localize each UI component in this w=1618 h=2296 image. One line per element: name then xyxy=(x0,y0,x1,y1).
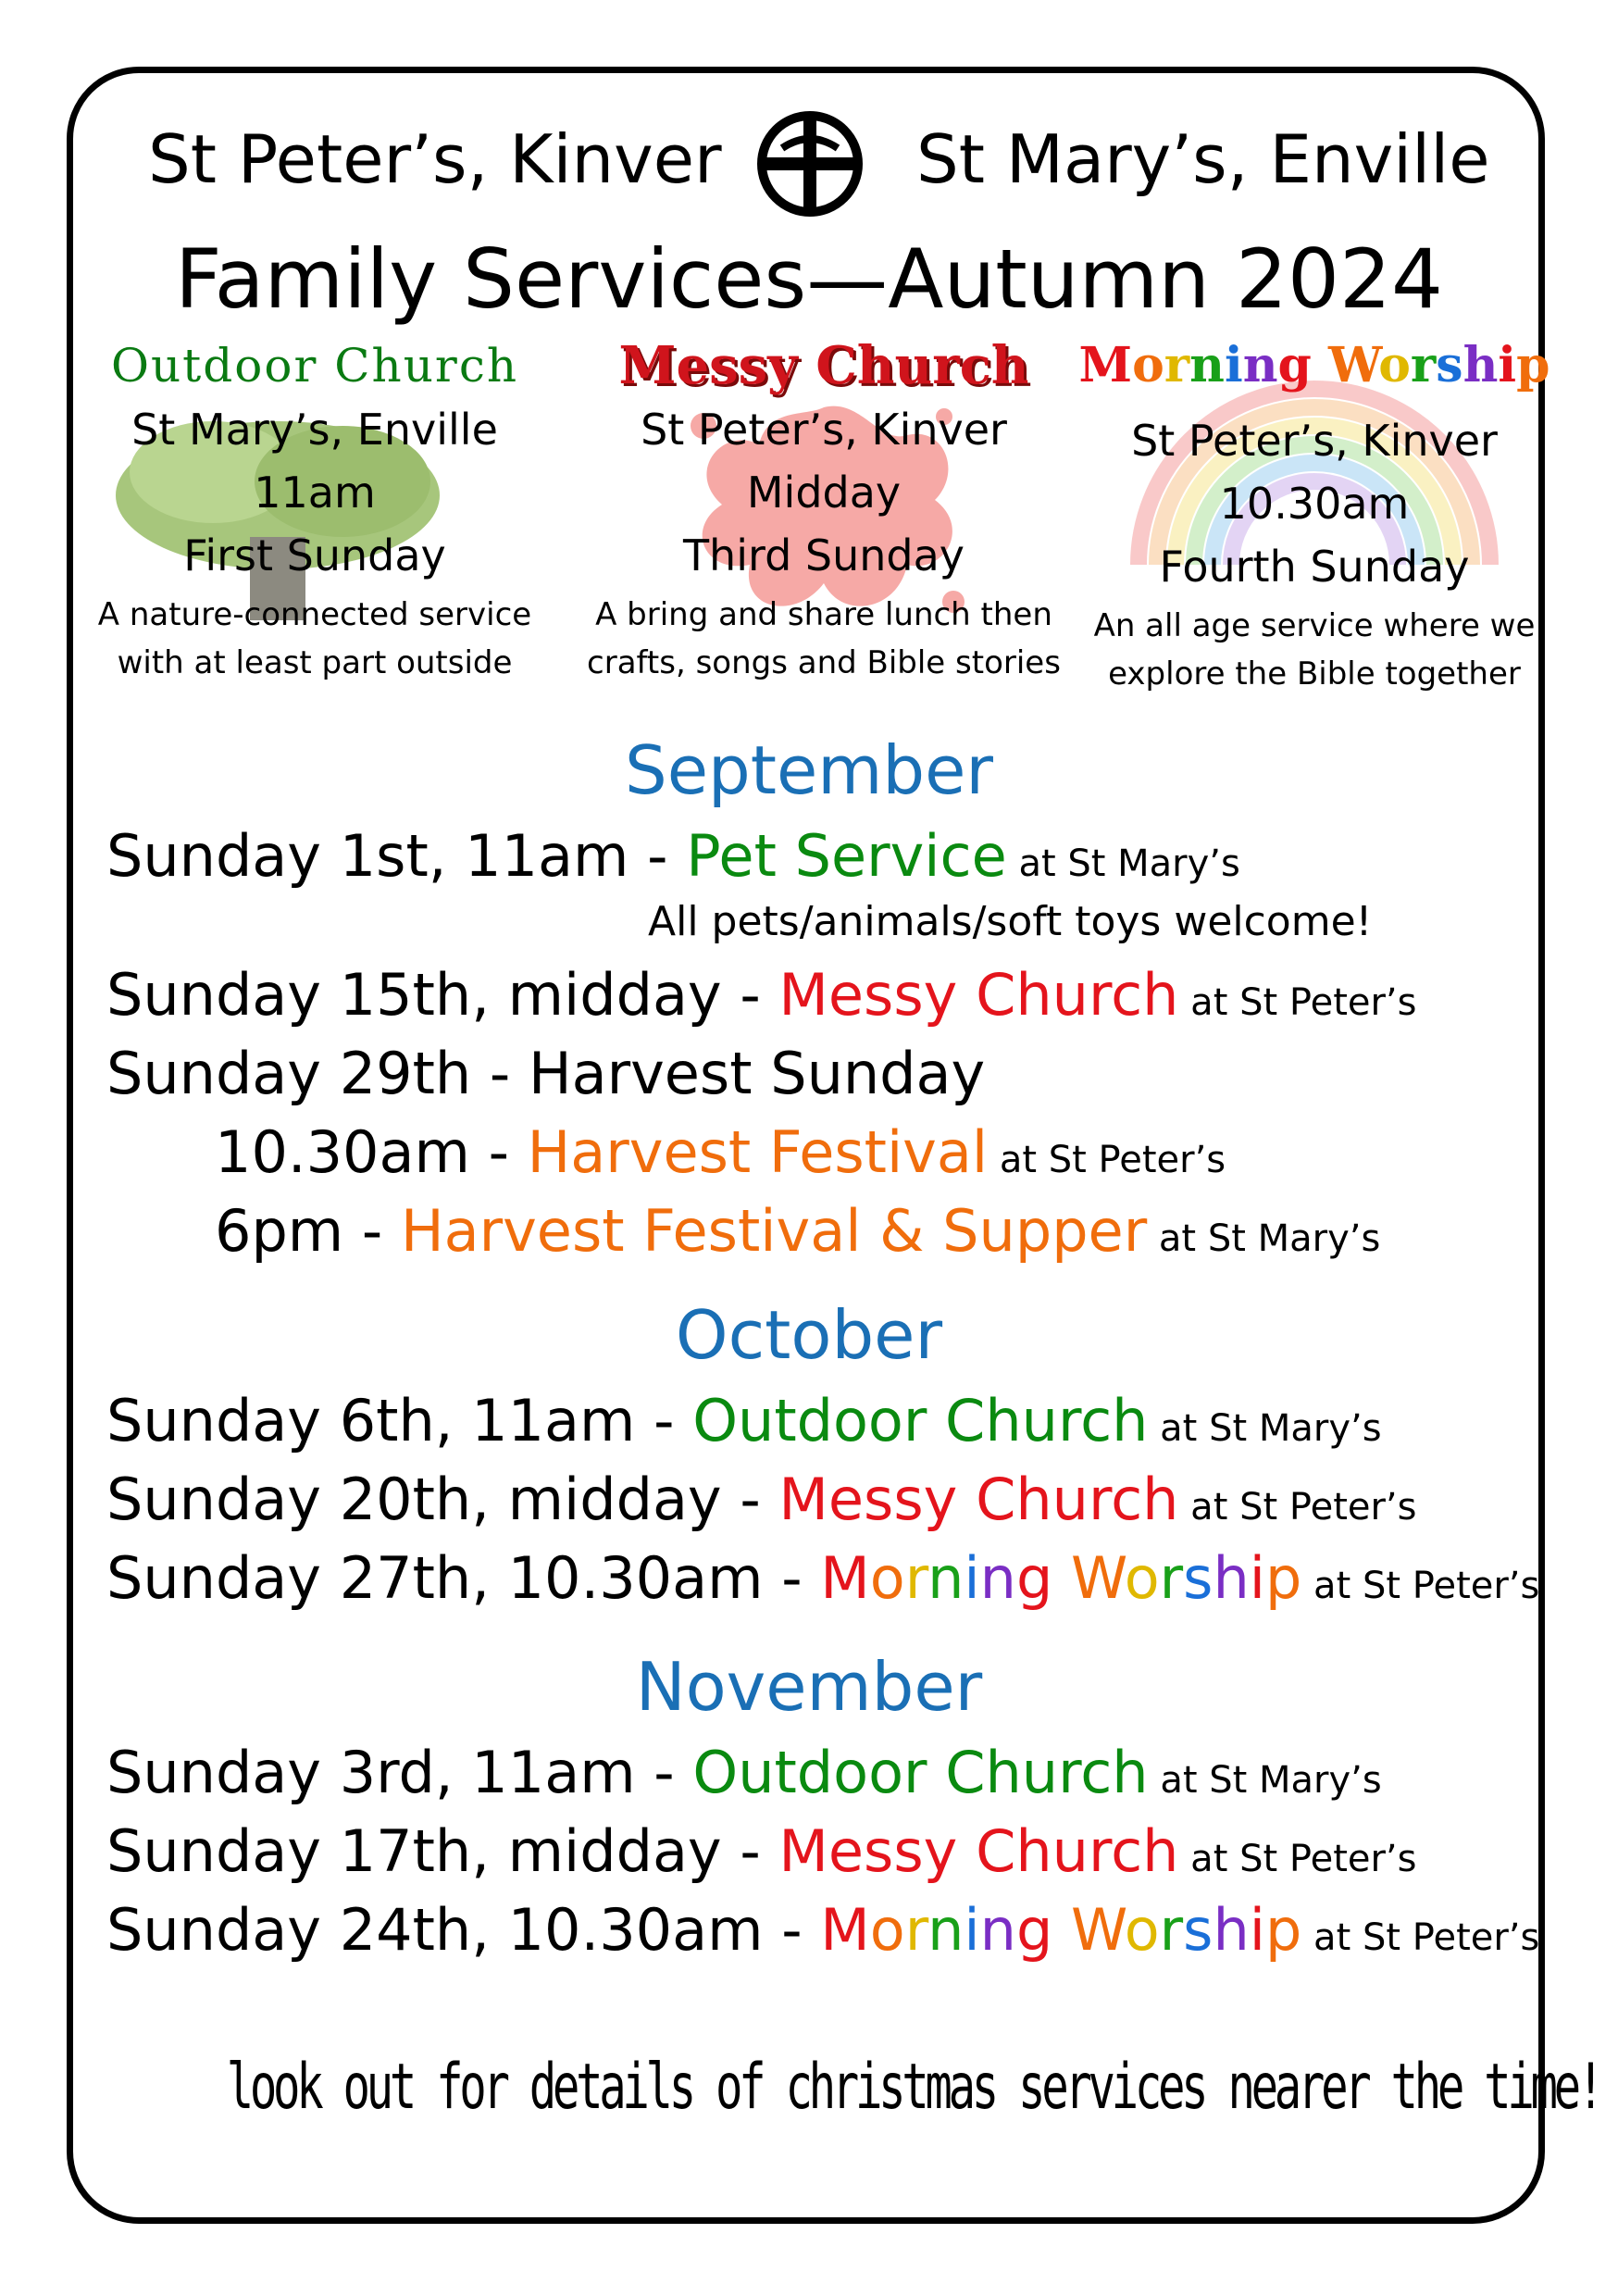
event-date: 6pm - xyxy=(215,1197,401,1265)
event-location: at St Peter’s xyxy=(988,1139,1226,1181)
event-name: Harvest Festival xyxy=(527,1118,989,1186)
service-description-1: A nature-connected service xyxy=(97,596,532,633)
month-heading-october: October xyxy=(675,1296,943,1374)
service-title-messy: Messy Church xyxy=(618,335,1029,396)
service-title-morning-text: Morning Worship xyxy=(1078,337,1550,393)
event-date: Sunday 6th, 11am - xyxy=(106,1387,693,1454)
event-name: Messy Church xyxy=(778,1466,1179,1533)
list-item xyxy=(106,1463,1416,1544)
event-date: Sunday 20th, midday - xyxy=(106,1466,779,1533)
event-name-part-1: Morning xyxy=(820,1896,1053,1964)
service-title-outdoor: Outdoor Church xyxy=(110,339,519,393)
service-description-2: crafts, songs and Bible stories xyxy=(587,644,1061,681)
list-item xyxy=(106,819,1240,901)
event-location: at St Mary’s xyxy=(1148,1407,1382,1450)
event-name: Outdoor Church xyxy=(692,1739,1149,1806)
service-column-outdoor-church xyxy=(56,333,574,687)
service-description-1: An all age service where we xyxy=(1093,607,1536,644)
service-day: First Sunday xyxy=(183,530,446,580)
list-item xyxy=(106,1815,1416,1896)
month-heading-november: November xyxy=(635,1648,983,1726)
event-location: at St Mary’s xyxy=(1006,842,1240,885)
service-description-1: A bring and share lunch then xyxy=(595,596,1052,633)
event-location: at St Peter’s xyxy=(1178,981,1417,1024)
month-heading-september: September xyxy=(625,731,993,809)
church-left: St Peter’s, Kinver xyxy=(148,120,722,198)
event-date: 10.30am - xyxy=(215,1118,528,1186)
event-location: at St Peter’s xyxy=(1178,1486,1417,1529)
event-name: Pet Service xyxy=(686,822,1007,890)
service-column-morning-worship xyxy=(1055,333,1574,698)
event-date: Sunday 24th, 10.30am - xyxy=(106,1896,821,1964)
event-name: Harvest Festival & Supper xyxy=(401,1197,1148,1265)
event-name-part-1: Morning xyxy=(820,1544,1053,1612)
event-name-part-2: Worship xyxy=(1071,1896,1302,1964)
event-date: Sunday 15th, midday - xyxy=(106,961,779,1029)
event-location: at St Mary’s xyxy=(1148,1759,1382,1802)
event-date: Sunday 1st, 11am - xyxy=(106,822,687,890)
event-name: Messy Church xyxy=(778,961,1179,1029)
list-item xyxy=(215,1194,1380,1276)
event-location: at St Peter’s xyxy=(1178,1838,1417,1880)
service-day: Third Sunday xyxy=(682,530,965,580)
event-name: Messy Church xyxy=(778,1817,1179,1885)
event-name-part-2: Worship xyxy=(1071,1544,1302,1612)
service-time: 11am xyxy=(254,468,376,518)
list-item xyxy=(215,1116,1226,1197)
service-time: 10.30am xyxy=(1219,479,1410,529)
service-location: St Peter’s, Kinver xyxy=(641,405,1007,455)
church-right: St Mary’s, Enville xyxy=(916,120,1490,198)
list-item xyxy=(106,1541,1539,1623)
list-item xyxy=(106,1736,1382,1817)
service-day: Fourth Sunday xyxy=(1159,542,1470,592)
service-column-messy-church xyxy=(565,333,1083,687)
list-item xyxy=(106,1893,1539,1975)
footer-note: look out for details of christmas services nearer the time! xyxy=(226,2051,1600,2124)
service-description-2: with at least part outside xyxy=(117,644,513,681)
service-location: St Mary’s, Enville xyxy=(131,405,498,455)
event-location: at St Peter’s xyxy=(1301,1916,1540,1959)
page-title: Family Services—Autumn 2024 xyxy=(175,231,1443,327)
list-item xyxy=(106,1037,985,1111)
service-time: Midday xyxy=(746,468,902,518)
event-date: Sunday 29th - Harvest Sunday xyxy=(106,1040,986,1107)
church-of-england-cross-icon xyxy=(745,111,875,218)
event-note: All pets/animals/soft toys welcome! xyxy=(648,898,1373,945)
list-item xyxy=(106,1384,1382,1466)
event-date: Sunday 27th, 10.30am - xyxy=(106,1544,821,1612)
service-location: St Peter’s, Kinver xyxy=(1131,416,1498,466)
service-description-2: explore the Bible together xyxy=(1108,655,1521,693)
service-title-morning xyxy=(1055,333,1574,398)
list-item xyxy=(106,958,1416,1040)
event-name: Outdoor Church xyxy=(692,1387,1149,1454)
header xyxy=(0,111,1618,222)
event-date: Sunday 3rd, 11am - xyxy=(106,1739,693,1806)
event-date: Sunday 17th, midday - xyxy=(106,1817,779,1885)
event-location: at St Peter’s xyxy=(1301,1565,1540,1607)
event-location: at St Mary’s xyxy=(1147,1217,1381,1260)
